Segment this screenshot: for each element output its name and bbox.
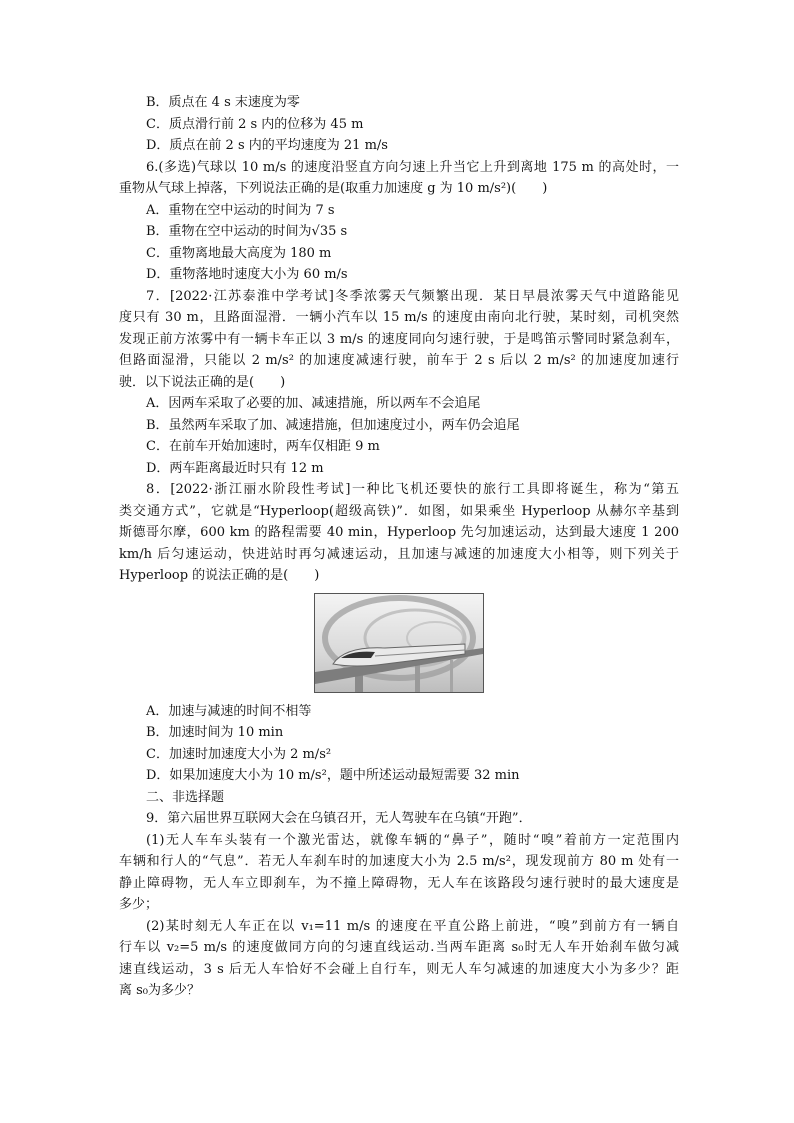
questions-5-to-8-text <box>119 92 679 587</box>
text2-line-11: 行车以 v₂=5 m/s 的速度做同方向的匀速直线运动.当两车距离 s₀时无人车开始刹车做匀减 <box>119 940 679 955</box>
text-line-20: 斯德哥尔摩，600 km 的路程需要 40 min，Hyperloop 先匀加速运动，达到最大速度 1 200 <box>119 525 679 540</box>
text-line-22: Hyperloop 的说法正确的是( ) <box>119 568 320 583</box>
text-line-13: 驶．以下说法正确的是( ) <box>119 374 286 390</box>
text-line-7: C．重物离地最大高度为 180 m <box>146 245 332 261</box>
text-line-8: D．重物落地时速度大小为 60 m/s <box>146 267 348 282</box>
text2-line-7: 车辆和行人的“气息”．若无人车刹车时的加速度大小为 2.5 m/s²，现发现前方 80 m 处有一 <box>119 854 679 869</box>
text-line-5: A．重物在空中运动的时间为 7 s <box>146 202 335 218</box>
text-line-10: 度只有 30 m，且路面湿滑．一辆小汽车以 15 m/s 的速度由南向北行驶，某时刻，司机突然 <box>119 310 679 325</box>
text-line-12: 但路面湿滑，只能以 2 m/s² 的加速度减速行驶，前车于 2 s 后以 2 m/s² 的加速度加速行 <box>119 353 679 368</box>
text2-line-0: A．加速与减速的时间不相等 <box>146 703 312 719</box>
text2-line-9: 多少； <box>119 897 159 912</box>
text2-line-13: 离 s₀为多少？ <box>119 983 201 998</box>
text2-line-10: (2)某时刻无人车正在以 v₁=11 m/s 的速度在平直公路上前进，“嗅”到前方有一辆自 <box>146 918 679 934</box>
text-line-9: 7．[2022·江苏泰淮中学考试]冬季浓雾天气频繁出现．某日早晨浓雾天气中道路能见 <box>146 288 679 304</box>
text-line-17: D．两车距离最近时只有 12 m <box>146 460 324 476</box>
text-line-0: B．质点在 4 s 末速度为零 <box>146 95 300 110</box>
document-content <box>119 92 679 1002</box>
text-line-6: B．重物在空中运动的时间为√35 s <box>146 224 348 239</box>
text2-line-6: (1)无人车车头装有一个激光雷达，就像车辆的“鼻子”，随时“嗅”着前方一定范围内 <box>146 832 679 848</box>
text2-line-2: C．加速时加速度大小为 2 m/s² <box>146 746 332 762</box>
text-line-21: km/h 后匀速运动，快进站时再匀减速运动，且加速与减速的加速度大小相等，则下列关于 <box>119 546 679 562</box>
text-line-3: 6.(多选)气球以 10 m/s 的速度沿竖直方向匀速上升当它上升到离地 175 m 的高处时，一 <box>146 159 679 175</box>
text-line-15: B．虽然两车采取了加、减速措施，但加速度过小，两车仍会追尾 <box>146 417 520 433</box>
hyperloop-illustration-icon <box>315 594 483 692</box>
figure-wrapper <box>119 593 679 693</box>
text-line-19: 类交通方式”，它就是“Hyperloop(超级高铁)”．如图，如果乘坐 Hyperloop 从赫尔辛基到 <box>119 503 679 519</box>
text-line-11: 发现正前方浓雾中有一辆卡车正以 3 m/s 的速度同向匀速行驶，于是鸣笛示警同时紧急刹车， <box>119 331 679 347</box>
text-line-2: D．质点在前 2 s 内的平均速度为 21 m/s <box>146 138 388 153</box>
text-line-16: C．在前车开始加速时，两车仅相距 9 m <box>146 439 380 454</box>
text-line-4: 重物从气球上掉落，下列说法正确的是(取重力加速度 g 为 10 m/s²)( ) <box>119 181 548 196</box>
text2-line-5: 9．第六届世界互联网大会在乌镇召开，无人驾驶车在乌镇“开跑”． <box>146 811 532 826</box>
text-line-18: 8．[2022·浙江丽水阶段性考试]一种比飞机还要快的旅行工具即将诞生，称为“第五 <box>146 482 679 497</box>
questions-8-options-and-9-text <box>119 701 679 1002</box>
text2-line-3: D．如果加速度大小为 10 m/s²，题中所述运动最短需要 32 min <box>146 768 520 783</box>
hyperloop-train-image <box>314 593 484 693</box>
text2-line-1: B．加速时间为 10 min <box>146 725 284 740</box>
text2-line-12: 速直线运动，3 s 后无人车恰好不会碰上自行车，则无人车匀减速的加速度大小为多少？距 <box>119 961 679 977</box>
text2-line-4: 二、非选择题 <box>146 789 225 805</box>
text-line-14: A．因两车采取了必要的加、减速措施，所以两车不会追尾 <box>146 396 481 411</box>
text-line-1: C．质点滑行前 2 s 内的位移为 45 m <box>146 116 364 132</box>
text2-line-8: 静止障碍物，无人车立即刹车，为不撞上障碍物，无人车在该路段匀速行驶时的最大速度是 <box>119 875 679 891</box>
